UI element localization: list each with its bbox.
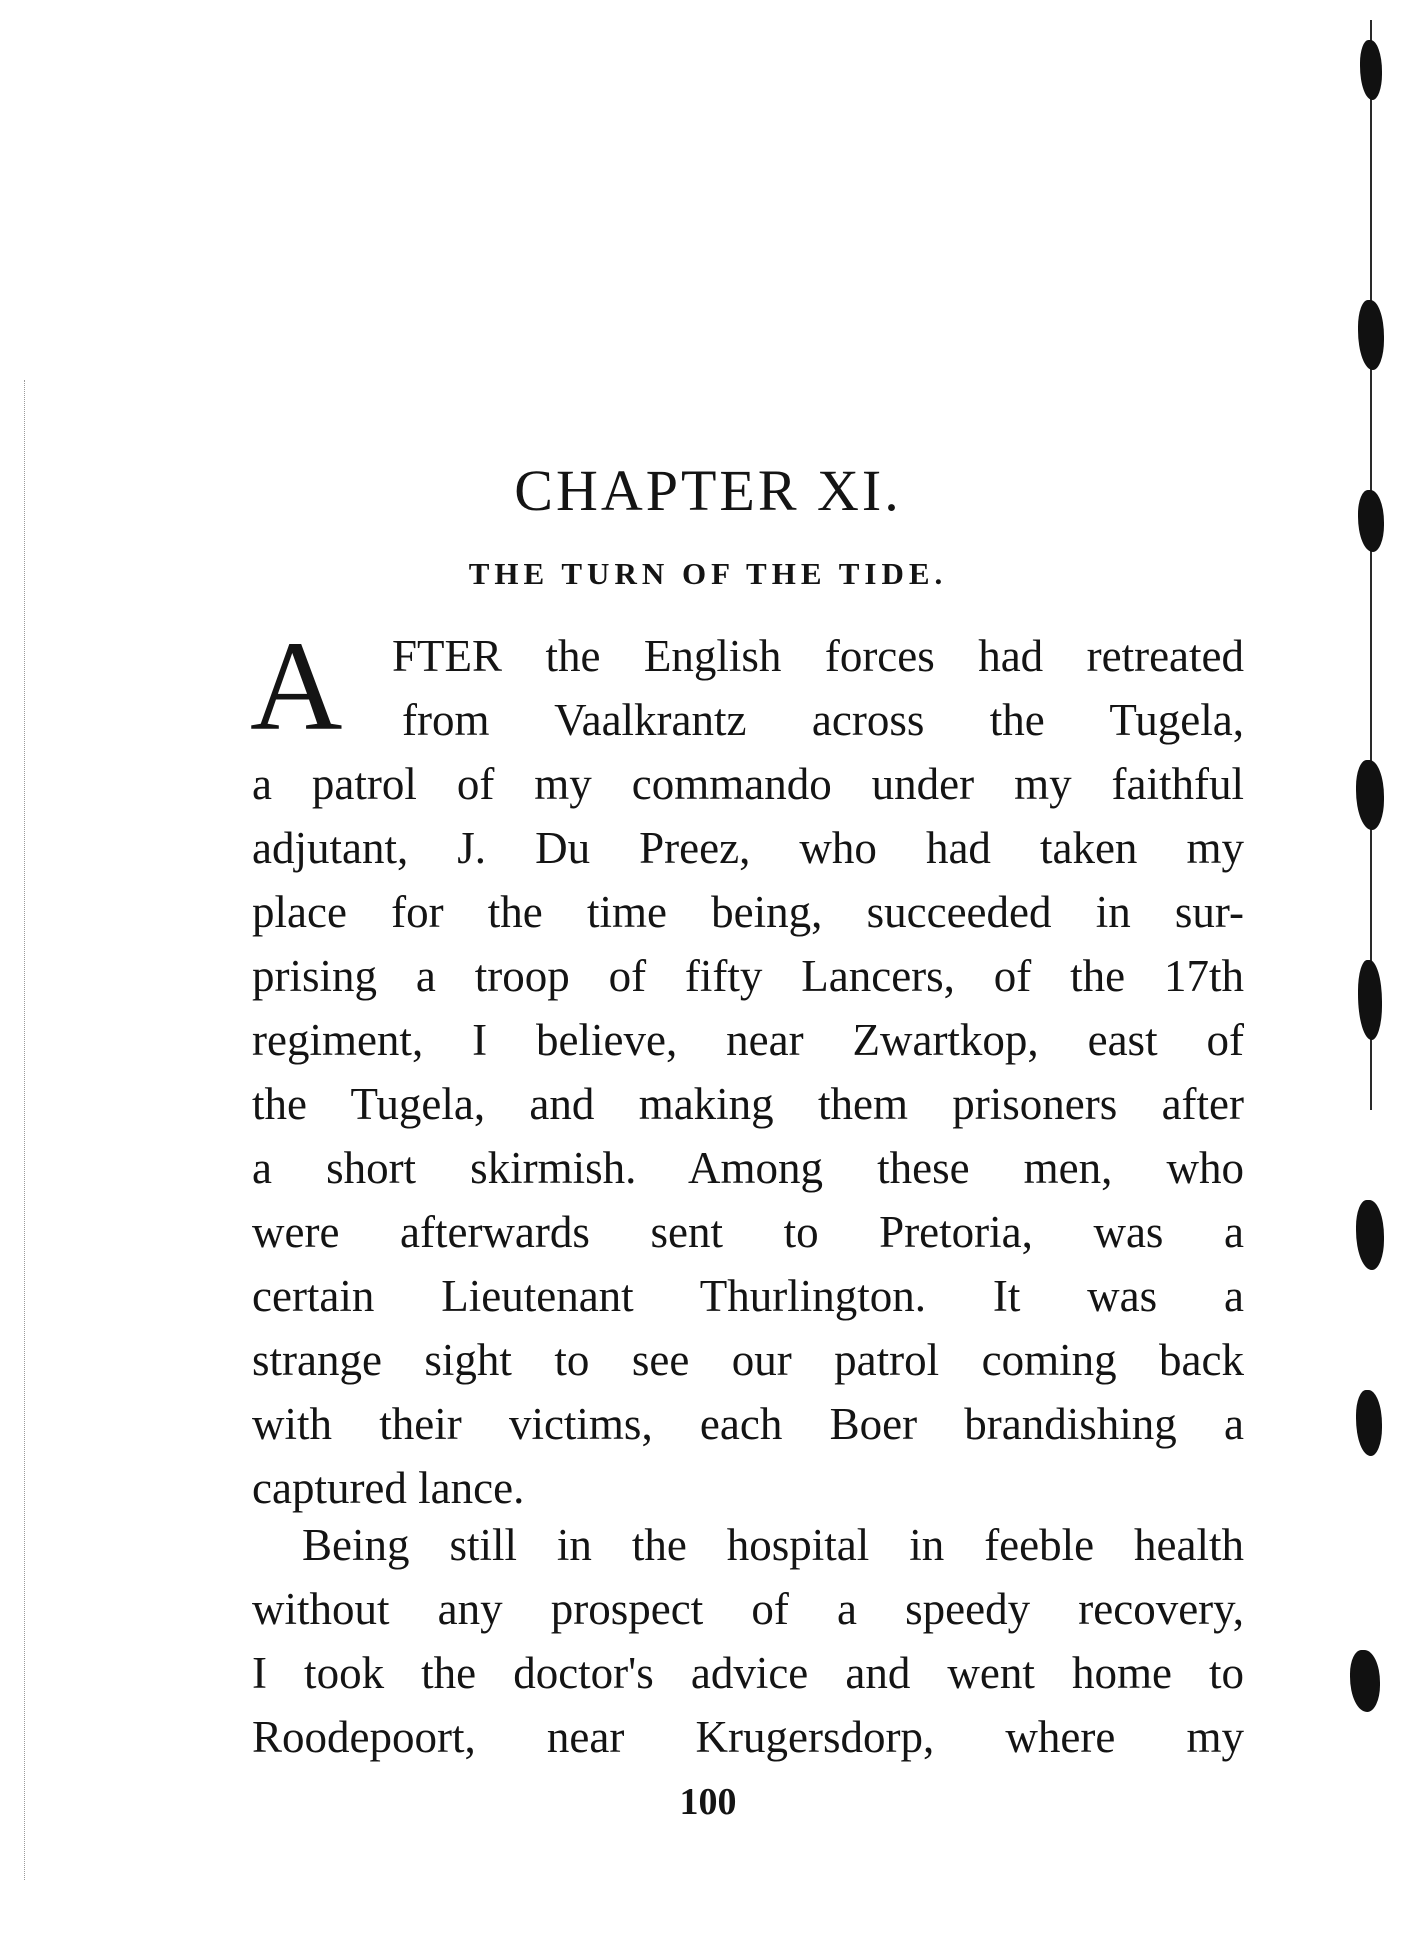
text-line: place for the time being, succeeded in sur- — [252, 887, 1244, 937]
text-line: adjutant, J. Du Preez, who had taken my — [252, 823, 1244, 873]
text-line: FTER the English forces had retreated — [392, 631, 1244, 681]
binding-mark — [1358, 300, 1384, 370]
text-line: a patrol of my commando under my faithful — [252, 759, 1244, 809]
binding-mark — [1350, 1650, 1380, 1712]
chapter-title: CHAPTER XI. — [514, 458, 902, 523]
binding-mark — [1360, 40, 1382, 100]
binding-mark — [1356, 1390, 1382, 1456]
text-line: regiment, I believe, near Zwartkop, east of — [252, 1015, 1244, 1065]
text-line: certain Lieutenant Thurlington. It was a — [252, 1271, 1244, 1321]
paragraph-1 — [250, 615, 1244, 1520]
paragraph-2 — [252, 1513, 1244, 1769]
text-line: the Tugela, and making them prisoners after — [252, 1079, 1244, 1129]
text-line: Roodepoort, near Krugersdorp, where my — [252, 1712, 1244, 1762]
binding-mark — [1358, 960, 1382, 1040]
chapter-subtitle: THE TURN OF THE TIDE. — [468, 556, 948, 591]
text-line: with their victims, each Boer brandishing a — [252, 1399, 1244, 1449]
text-line: strange sight to see our patrol coming back — [252, 1335, 1244, 1385]
text-line: Being still in the hospital in feeble health — [302, 1520, 1244, 1570]
text-line: a short skirmish. Among these men, who — [252, 1143, 1244, 1193]
text-line: captured lance. — [252, 1463, 525, 1513]
binding-mark — [1356, 760, 1384, 830]
page-number: 100 — [679, 1781, 737, 1823]
binding-mark — [1356, 1200, 1384, 1270]
scan-edge-left — [24, 380, 26, 1880]
text-line: without any prospect of a speedy recovery, — [252, 1584, 1244, 1634]
text-line: were afterwards sent to Pretoria, was a — [252, 1207, 1244, 1257]
text-line: I took the doctor's advice and went home to — [252, 1648, 1244, 1698]
text-line: prising a troop of fifty Lancers, of the 17th — [252, 951, 1244, 1001]
text-line: from Vaalkrantz across the Tugela, — [402, 695, 1244, 745]
drop-cap: A — [250, 615, 343, 757]
